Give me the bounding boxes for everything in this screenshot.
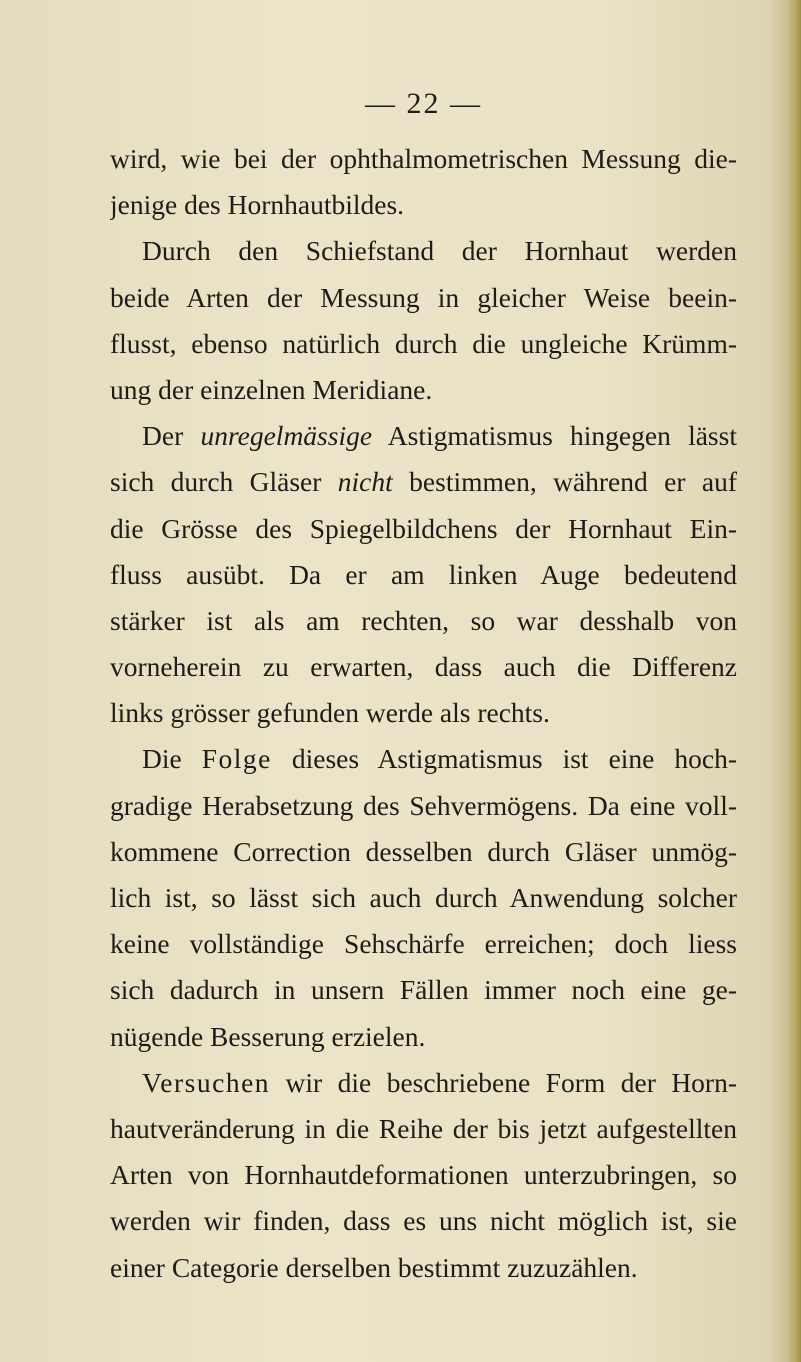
text-run: sich durch Gläser [110,466,338,498]
text-line: stärker ist als am rechten, so war desshalb von [110,604,737,636]
text-line [110,736,737,782]
text-run: dieses Astigmatismus ist eine hoch- [271,743,737,775]
text-run: wir die beschriebene Form der Horn- [270,1066,737,1098]
text-line: ung der einzelnen Meridiane. [110,373,433,405]
text-line: werden wir finden, dass es uns nicht möglich ist, sie [110,1205,737,1237]
text-line: beide Arten der Messung in gleicher Weise beein- [110,281,737,313]
page-edge-shadow [787,0,801,1362]
text-line [110,1060,737,1106]
text-run: Der [142,420,201,452]
text-line: Arten von Hornhautdeformationen unterzubringen, so [110,1159,737,1191]
text-line: wird, wie bei der ophthalmometrischen Messung die- [110,143,737,174]
text-line: lich ist, so lässt sich auch durch Anwendung solcher [110,882,737,913]
text-run: Die [142,743,202,775]
text-line [110,459,737,505]
text-run: Astigmatismus hingegen lässt [372,420,737,452]
text-line: links grösser gefunden werde als rechts. [110,697,550,729]
text-line: fluss ausübt. Da er am linken Auge bedeutend [110,558,737,590]
text-line: keine vollständige Sehschärfe erreichen; doch liess [110,928,737,960]
text-line: flusst, ebenso natürlich durch die ungleiche Krümm- [110,327,737,359]
text-line: die Grösse des Spiegelbildchens der Hornhaut Ein- [110,512,737,544]
text-line [110,413,737,459]
text-line: Durch den Schiefstand der Hornhaut werden [142,235,737,267]
spaced-word-versuchen: Versuchen [142,1066,271,1098]
text-line: gradige Herabsetzung des Sehvermögens. Da eine voll- [110,789,737,821]
text-line: sich dadurch in unsern Fällen immer noch eine ge- [110,974,737,1006]
text-line: hautveränderung in die Reihe der bis jetzt aufgestellten [110,1112,737,1144]
text-line: kommene Correction desselben durch Gläser unmög- [110,835,737,867]
spaced-word-folge: Folge [201,743,272,775]
emphasis-nicht: nicht [337,466,393,498]
text-line: einer Categorie derselben bestimmt zuzuzählen. [110,1251,638,1283]
text-line: jenige des Hornhautbildes. [110,189,405,221]
text-line: vorneherein zu erwarten, dass auch die Differenz [110,651,737,683]
emphasis-unregelmaessige: unregelmässige [200,420,373,452]
text-run: bestimmen, während er auf [392,466,737,498]
page-number: — 22 — [365,87,482,120]
body-text [110,136,737,1291]
text-line: nügende Besserung erzielen. [110,1020,426,1052]
